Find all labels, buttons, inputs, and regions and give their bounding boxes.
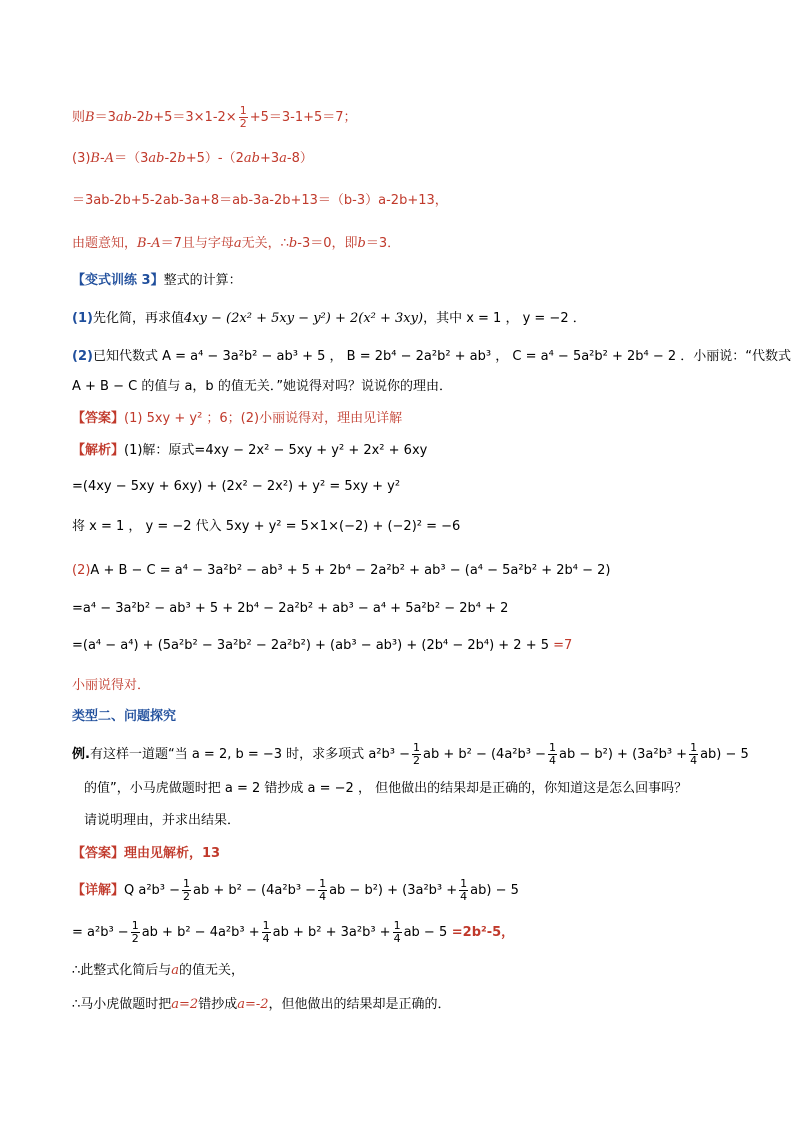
text: - [99,151,105,166]
example-problem-cont: 的值”，小马虎做题时把 a = 2 错抄成 a = −2 ， 但他做出的结果却是正确的，你知道这是怎么回事吗？ [84,781,688,796]
denominator: 4 [549,754,556,767]
var: b [144,110,154,125]
line-b-minus-a [72,150,313,168]
text: = a²b³ − [72,925,129,940]
answer-2 [72,845,220,863]
text: 整式的计算： [163,273,242,288]
fraction [182,878,191,903]
fraction [689,742,698,767]
text: 的值无关， [179,963,245,978]
label: (2) [72,563,91,578]
fraction [131,920,140,945]
text: 则 [72,110,86,125]
text: ab + b² + 3a²b³ + [272,925,391,940]
line-simplify: ＝3ab-2b+5-2ab-3a+8＝ab-3a-2b+13＝（b-3）a-2b+13， [72,193,448,208]
text: -2 [131,110,145,125]
text: =(a⁴ − a⁴) + (5a²b² − 3a²b² − 2a²b²) + (ab³ − ab³) + (2b⁴ − 2b⁴) + 2 + 5 [72,638,550,653]
text: =7 [549,638,573,653]
text: ab) − 5 [470,883,519,898]
text: -2 [164,151,178,166]
text: 错抄成 [198,997,238,1012]
line-conclusion [72,235,400,253]
tag: 【答案】 [72,411,125,426]
tag: 【详解】 [72,883,125,898]
tag: 【解析】 [72,443,125,458]
text: 无关，∴ [241,236,289,251]
text: ab + b² − (4a²b³ − [422,747,546,762]
text: ∴此整式化简后与 [72,963,172,978]
text: ab − b²) + (3a²b³ + [329,883,458,898]
analysis-line [72,637,572,655]
text: ab) − 5 [700,747,749,762]
label: 例. [72,747,90,762]
text: +3 [259,151,280,166]
denominator: 4 [393,932,401,945]
tag: 【答案】 [72,846,125,861]
denominator: 2 [131,932,139,945]
text: ，但他做出的结果却是正确的． [268,997,451,1012]
detail-conclusion [72,962,244,980]
denominator: 4 [319,890,327,903]
analysis-line: =(4xy − 5xy + 6xy) + (2x² − 2x²) + y² = 5xy + y² [72,479,401,494]
denominator: 4 [690,754,698,767]
text: -3＝0，即 [297,236,358,251]
text: 已知代数式 A = a⁴ − 3a²b² − ab³ + 5 ， B = 2b⁴ − 2a²b² + ab³ ， C = a⁴ − 5a²b² + 2b⁴ − 2 ．小丽说：“代数式 [92,349,792,364]
line-b-value [72,105,357,130]
text: +5＝3-1+5＝7； [249,110,357,125]
text: A + B − C = a⁴ − 3a²b² − ab³ + 5 + 2b⁴ − 2a²b² + ab³ − (a⁴ − 5a²b² + 2b⁴ − 2) [90,563,611,578]
text: ∴马小虎做题时把 [72,997,172,1012]
text: ＝（3 [114,151,149,166]
text: +5＝3×1-2× [153,110,237,125]
fraction [459,878,468,903]
numerator: 1 [319,877,327,890]
text: (1)解：原式=4xy − 2x² − 5xy + y² + 2x² + 6xy [124,443,428,458]
denominator: 4 [262,932,270,945]
var: B-A [137,236,161,251]
analysis-line: =a⁴ − 3a²b² − ab³ + 5 + 2b⁴ − 2a²b² + ab³ − a⁴ + 5a²b² − 2b⁴ + 2 [72,601,509,616]
text: 先化简，再求值 [92,311,184,326]
text: 由题意知， [72,236,138,251]
example-problem [72,742,749,767]
text: ab − b²) + (3a²b³ + [559,747,688,762]
answer-1 [72,410,402,428]
denominator: 4 [460,890,468,903]
var: a=2 [171,997,199,1012]
exercise-heading [72,272,242,290]
numerator: 1 [239,104,247,117]
var: B [90,151,100,166]
numerator: 1 [460,877,468,890]
fraction [393,920,402,945]
numerator: 1 [393,919,401,932]
fraction [412,742,421,767]
analysis-line: 将 x = 1 ， y = −2 代入 5xy + y² = 5×1×(−2) + (−2)² = −6 [72,519,461,534]
text: ab + b² − 4a²b³ + [141,925,260,940]
var: a [279,151,287,166]
text: =2b²-5， [447,925,515,940]
numerator: 1 [412,741,420,754]
text: +5）-（2 [185,151,244,166]
text: 理由见解析，13 [124,846,221,861]
problem-2 [72,348,791,366]
var: b [357,236,366,251]
section-heading: 类型二、问题探究 [72,709,177,724]
numerator: 1 [131,919,139,932]
text: ab − 5 [403,925,448,940]
analysis-line [72,562,610,580]
text: (3) [72,151,91,166]
text: Q a²b³ − [124,883,181,898]
analysis-conclusion: 小丽说得对． [72,678,151,693]
text: ＝3 [94,110,116,125]
numerator: 1 [690,741,698,754]
denominator: 2 [412,754,420,767]
fraction [262,920,271,945]
problem-2-cont: A + B − C 的值与 a，b 的值无关．”她说得对吗？说说你的理由． [72,379,453,394]
numerator: 1 [549,741,556,754]
text: ，其中 x = 1 ， y = −2 ． [423,311,586,326]
analysis [72,442,427,460]
fraction [318,878,327,903]
var: ab [243,151,260,166]
var: A [104,151,115,166]
text: (1) 5xy + y² ；6；(2)小丽说得对，理由见详解 [124,411,403,426]
var: b [288,236,298,251]
detail-line [72,878,519,903]
text: -8） [286,151,313,166]
var: b [177,151,186,166]
problem-1 [72,310,586,328]
fraction [548,742,557,767]
var: ab [115,110,132,125]
denominator: 2 [239,117,247,130]
var: a [171,963,180,978]
text: 有这样一道题“当 a = 2, b = −3 时，求多项式 a²b³ − [89,747,410,762]
label: (2) [72,349,93,364]
numerator: 1 [262,919,270,932]
var: a=-2 [237,997,269,1012]
fraction [239,105,248,130]
text: ＝3． [365,236,401,251]
detail-line [72,920,514,945]
denominator: 2 [183,890,191,903]
tag: 【变式训练 3】 [72,273,164,288]
text: ＝7且与字母 [160,236,234,251]
example-problem-cont: 请说明理由，并求出结果． [84,813,241,828]
text: ab + b² − (4a²b³ − [193,883,317,898]
expression: 4xy − (2x² + 5xy − y²) + 2(x² + 3xy) [183,311,424,326]
var: ab [148,151,165,166]
var: a [233,236,242,251]
var: B [85,110,95,125]
numerator: 1 [183,877,191,890]
detail-conclusion [72,996,451,1014]
label: (1) [72,311,93,326]
